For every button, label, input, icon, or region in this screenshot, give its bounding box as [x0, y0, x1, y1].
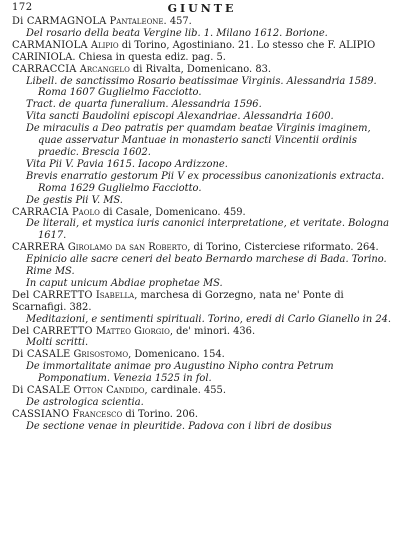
entry-list [12, 16, 392, 433]
entry-heading [12, 242, 392, 254]
author-given-name: Matteo Giorgio [92, 325, 170, 337]
work-title: De immortalitate animae pro Augustino Nipho contra Petrum Pomponatium. Venezia 1525 in fol. [26, 361, 334, 385]
author-details: , marchesa di Gorzegno, nata ne' Ponte di Scarnafigi. 382. [12, 289, 344, 313]
work-title: Del rosario della beata Vergine lib. 1. Milano 1612. Borione. [26, 27, 328, 39]
author-given-name: Grisostomo [70, 349, 129, 361]
author-given-name: Girolamo da san Roberto [64, 242, 188, 254]
work-title: Meditazioni, e sentimenti spirituali. Torino, eredi di Carlo Gianello in 24. [26, 313, 392, 325]
author-surname: Di CASALE [12, 349, 71, 361]
author-given-name: Paolo [68, 206, 100, 218]
work-title: Vita Pii V. Pavia 1615. Iacopo Ardizzone. [26, 158, 228, 170]
entry-heading [12, 385, 392, 397]
page-header [12, 2, 392, 16]
author-given-name: Arcangelo [76, 63, 130, 75]
author-surname: Del CARRETTO [12, 325, 93, 337]
author-given-name: Francesco [69, 408, 123, 420]
author-details: , cardinale. 455. [144, 385, 226, 397]
author-surname: CARRERA [12, 242, 65, 254]
author-given-name: Isabella [92, 289, 135, 301]
work-title: Rime MS. [26, 266, 75, 278]
work-title: Libell. de sanctissimo Rosario beatissimae Virginis. Alessandria 1589. Roma 1607 Guglielmo Facciotto. [26, 75, 377, 99]
author-surname: Del CARRETTO [12, 289, 93, 301]
author-surname: Di CASALE [12, 385, 71, 397]
work-title: De literali, et mystica iuris canonici interpretatione, et veritate. Bologna 1617. [26, 218, 389, 242]
work-title: Molti scritti. [26, 337, 89, 349]
work-title: Tract. de quarta funeralium. Alessandria 1596. [26, 99, 262, 111]
page-number: 172 [12, 2, 33, 13]
author-details: , di Torino, Cisterciese riformato. 264. [187, 242, 379, 254]
entry-heading [12, 207, 392, 219]
author-details: . 457. [163, 16, 192, 27]
entry-heading [12, 40, 392, 64]
author-given-name: Pantaleone [106, 16, 164, 27]
author-given-name: Otton Candido [70, 385, 145, 397]
work-title: Vita sancti Baudolini episcopi Alexandriae. Alessandria 1600. [26, 111, 334, 123]
author-surname: Di CARMAGNOLA [12, 16, 107, 27]
work-title: De astrologica scientia. [26, 397, 144, 408]
author-surname: CARRACCIA [12, 63, 77, 75]
running-title: GIUNTE [167, 2, 237, 15]
author-surname: CARMANIOLA [12, 39, 88, 51]
author-details: di Rivalta, Domenicano. 83. [129, 63, 272, 75]
entry-heading [12, 16, 392, 28]
work-title: Epinicio alle sacre ceneri del beato Bernardo marchese di Bada. Torino. [26, 254, 387, 266]
author-details: di Torino. 206. [122, 408, 199, 420]
author-details: di Torino, Agostiniano. 21. Lo stesso che F. ALIPIO CARINIOLA. Chiesa in questa ediz. pag. 5. [12, 39, 376, 63]
work-title: De sectione venae in pleuritide. Padova con i libri de dosibus [26, 420, 332, 432]
work-title: Brevis enarratio gestorum Pii V ex processibus canonizationis extracta. Roma 1629 Guglielmo Facciotto. [26, 170, 385, 194]
work-title: In caput unicum Abdiae prophetae MS. [26, 277, 223, 289]
work-title: De gestis Pii V. MS. [26, 194, 123, 206]
entry-heading [12, 326, 392, 338]
entry-heading [12, 64, 392, 76]
entry-heading [12, 409, 392, 421]
author-surname: CASSIANO [12, 408, 70, 420]
author-details: di Casale, Domenicano. 459. [99, 206, 246, 218]
author-details: , de' minori. 436. [169, 325, 256, 337]
author-surname: CARRACIA [12, 206, 69, 218]
entry-heading [12, 290, 392, 314]
author-given-name: Alipio [87, 39, 119, 51]
entry-heading [12, 349, 392, 361]
author-details: , Domenicano. 154. [128, 349, 225, 361]
work-title: De miraculis a Deo patratis per quamdam beatae Virginis imaginem, quae asservatur Mantuae in monasterio sancti Vincentii ordinis praedic. Brescia 1602. [26, 123, 371, 158]
